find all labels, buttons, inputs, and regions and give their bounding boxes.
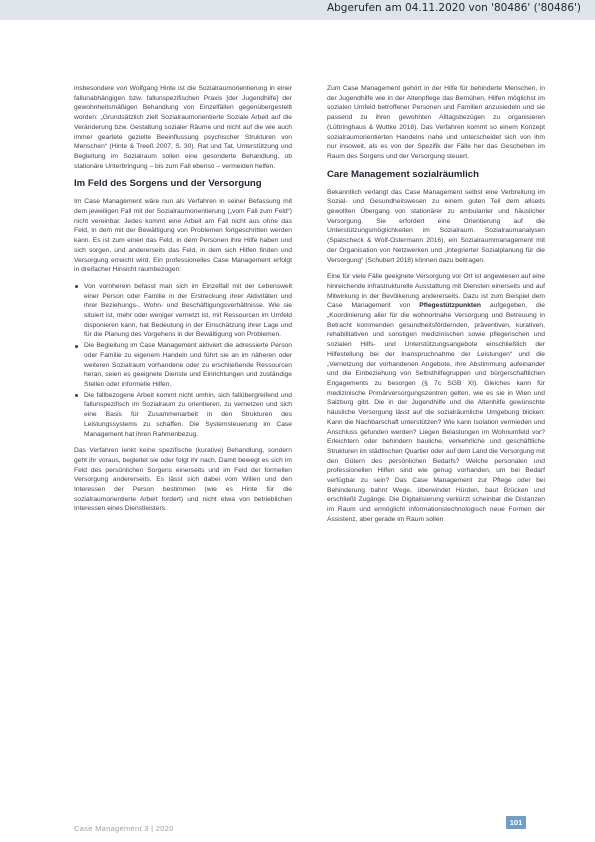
bullet-list <box>74 282 292 439</box>
bullet-item: Die fallbezogene Arbeit kommt nicht umhin, sich fallübergreifend und fallunspezifisch im Sozialraum zu orientieren, zu vernetzen und sich eine Basis für Zusammenarbeit in den Strukturen des Leistungssystems zu schaffen. Die Systemsteuerung im Case Management hat ihren Rahmenbezug. <box>74 391 292 440</box>
right-paragraph-3-after: aufgegeben, die „Koordinierung aller für die wohnortnahe Versorgung und Betreuung in Betracht kommenden gesundheitsfördernden, präventiven, kurativen, rehabilitativen und sonstigen medizinischen sowie pflegerischen und sozialen Hilfs- und Unterstützungsangebote einschließlich der Hilfestellung bei der Inanspruchnahme der Leistungen“ und die „Vernetzung der vorhandenen Angebote, ihre Abstimmung aufeinander und die Einbeziehung von Selbsthilfegruppen und bürgerschaftlichen Engagements zu besorgen (§ 7c SGB XI). Gleiches kann für medizinische Primärversorgungszentren gelten, wie es sie in Wien und Salzburg gibt. Die in der Jugendhilfe und die Altenhilfe gewünschte häusliche Versorgung lässt auf die sozialräumliche Umgebung blicken: Kann die Nachbarschaft unterstützen? Wie kann Isolation vermieden und Anschluss gefunden werden? Liegen Belastungen im Wohnumfeld vor? Erleichtern oder behindern bauliche, verkehrliche und geschäftliche Strukturen im städtischen Quartier oder auf dem Land die Versorgung mit den Gütern des persönlichen Bedarfs? Welche personalen und professionellen Hilfen sind wie genug vorhanden, um bei Bedarf verfügbar zu sein? Das Case Management zur Pflege oder bei Behinderung bahnt Wege, überwindet Hürden, baut Brücken und erschließt Zugänge. Die Digitalisierung verkürzt scheinbar die Distanzen im Raum und ermöglicht informationstechnologisch neue Formen der Assistenz, aber gerade im Raum sollen <box>327 302 545 523</box>
left-paragraph-3: Das Verfahren lenkt keine spezifische (kurative) Behandlung, sondern geht ihr voraus, begleitet sie oder folgt ihr nach. Damit bewegt es sich im Feld des persönlichen Sorgens einerseits und im Feld der formellen Versorgung andererseits. Es lässt sich dabei vom Willen und den Interessen der Person bestimmen (wie es Hinte für die sozialraumorientierte Arbeit fordert) und nicht etwa von betrieblichen Interessen eines Dienstleisters. <box>74 447 292 513</box>
bullet-item: Von vornherein befasst man sich im Einzelfall mit der Lebenswelt einer Person oder Familie in der Erstreckung ihrer Aktivitäten und ihrer Beziehungs-, Wohn- und Beschäftigungsverhältnisse. Wie sie situiert ist, mehr oder weniger vernetzt ist, mit Ressourcen im Umfeld disponieren kann, hat Bedeutung in der Einschätzung ihrer Lage und für die Planung des Vorgehens in der Bewältigung von Problemen. <box>74 282 292 340</box>
left-paragraph-2: Im Case Management wäre nun als Verfahren in seiner Befassung mit dem jeweiligen Fall mit der Sozialraumorientierung („vom Fall zum Feld“) nicht vereinbar. Jedes kommt eine Arbeit am Fall nicht aus ohne das Feld, in dem mit der Bewältigung von Problemen fortgeschritten werden kann. Es ist zum einen das Feld, in dem Personen ihre Hilfe haben und sich sorgen, und andererseits das Feld, in dem sich Hilfen finden und Versorgung erreicht wird. Ein professionelles Case Management erfolgt in dreifacher Hinsicht raumbezogen: <box>74 198 292 274</box>
bullet-item: Die Begleitung im Case Management aktiviert die adressierte Person oder Familie zu eigenem Handeln und führt sie an im näheren oder weiteren Sozialraum vorhandene oder zu erschließende Ressourcen heran, seien es geeignete Dienste und Einrichtungen und zuständige Stellen oder informelle Hilfen. <box>74 341 292 390</box>
section-heading-care-management: Care Management sozialräumlich <box>327 168 479 180</box>
page-number: 101 <box>506 816 526 829</box>
right-paragraph-3-before: Eine für viele Fälle geeignete Versorgung vor Ort ist angewiesen auf eine hinreichende infrastrukturelle Ausstattung mit Diensten einerseits und auf Mitwirkung in der Bevölkerung andererseits. Dazu ist zum Beispiel dem Case Management von <box>327 273 545 310</box>
left-column <box>74 84 292 521</box>
right-paragraph-3 <box>327 272 545 524</box>
left-intro-paragraph: insbesondere von Wolfgang Hinte ist die Sozialraumorientierung in einer fallunabhängigen bzw. fallunspezifischen Praxis [der Jugendhilfe] der gewohnheitsmäßigen Behandlung von Einzelfällen gegenübergestellt worden: „Grundsätzlich zielt Sozialraumorientierte Soziale Arbeit auf die Veränderung bzw. Gestaltung sozialer Räume und nicht auf die wie auch immer geartete gezielte Beeinflussung psychischer Strukturen von Menschen“ (Hinte & Treeß 2007, S. 30). Rat und Tat, Unterstützung und Begleitung im Sozialraum sollen eine gesonderte Behandlung, ob stationäre Unterbringung – bis zum Fall ebenso – vermeiden helfen. <box>74 85 292 170</box>
right-intro-paragraph: Zum Case Management gehört in der Hilfe für behinderte Menschen, in der Jugendhilfe wie in der Altenpflege das Bemühen, Hilfen möglichst im sozialen Umfeld betroffener Personen und Familien anzusiedeln und sie passend zu ihren gewohnten Alltagsbezügen zu organisieren (Lüttringhaus & Wuttke 2018). Das Verfahren kommt so einem Konzept sozialraumorientierten Handelns nahe und unterscheidet sich von ihm nur insoweit, als es von der Spezifik der Fälle her das Geschehen im Raum des Sorgens und der Versorgung steuert. <box>327 85 545 160</box>
download-stamp: Abgerufen am 04.11.2020 von '80486' ('80486') <box>326 2 581 14</box>
right-paragraph-2: Bekanntlich verlangt das Case Management selbst eine Verbreitung im Sozial- und Gesundheitswesen zu einem guten Teil dem allseits gewollten Übergang von stationärer zu ambulanter und häuslicher Versorgung. Sie erfordert eine Orientierung auf die Unterstützungsmöglichkeiten im Sozialraum. Sozialraumanalysen (Spatscheck & Wolf-Ostermann 2016), ein Sozialraummanagement mit der Organisation von Netzwerken und „integrierter Sozialplanung für die Versorgung“ (Schubert 2018) können dazu beitragen. <box>327 188 545 264</box>
right-column <box>327 84 545 532</box>
download-stamp-bar <box>0 0 595 20</box>
journal-footer: Case Management 3 | 2020 <box>74 824 174 833</box>
highlight-pflegestuetzpunkten: Pflegestützpunkten <box>419 302 481 310</box>
section-heading-sorgen: Im Feld des Sorgens und der Versorgung <box>74 178 262 190</box>
